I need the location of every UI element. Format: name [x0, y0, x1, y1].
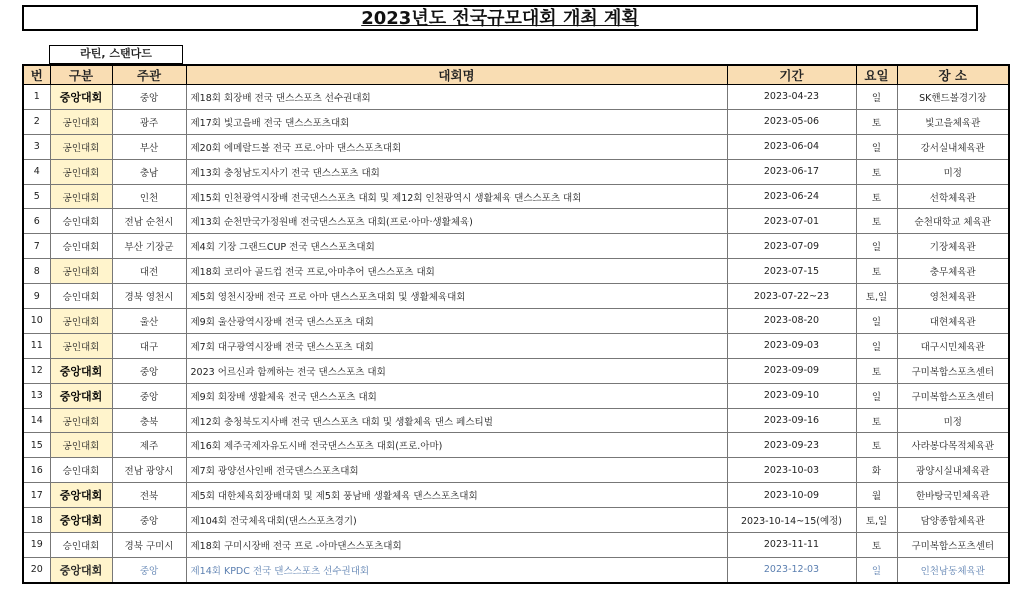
row-period: 2023-11-11 [727, 533, 856, 558]
document-title: 2023년도 전국규모대회 개최 계획 [361, 8, 639, 29]
header-type: 구분 [50, 65, 112, 85]
row-type: 공인대회 [50, 433, 112, 458]
table-header-row [23, 65, 1009, 85]
row-period: 2023-09-03 [727, 333, 856, 358]
row-number: 13 [23, 383, 50, 408]
row-number: 5 [23, 184, 50, 209]
row-host: 부산 [112, 134, 186, 159]
row-period: 2023-10-03 [727, 458, 856, 483]
row-venue: 선학체육관 [897, 184, 1009, 209]
row-event-name: 제16회 제주국제자유도시배 전국댄스스포츠 대회(프로.아마) [186, 433, 727, 458]
row-period: 2023-08-20 [727, 309, 856, 334]
table-row [23, 433, 1009, 458]
row-type: 중앙대회 [50, 508, 112, 533]
row-type: 승인대회 [50, 234, 112, 259]
row-period: 2023-09-23 [727, 433, 856, 458]
row-number: 20 [23, 557, 50, 582]
row-venue: 구미복합스포츠센터 [897, 533, 1009, 558]
row-host: 중앙 [112, 557, 186, 582]
row-host: 전북 [112, 483, 186, 508]
row-period: 2023-07-01 [727, 209, 856, 234]
category-label: 라틴, 스탠다드 [49, 45, 183, 64]
row-weekday: 토 [856, 209, 897, 234]
row-type: 승인대회 [50, 533, 112, 558]
header-event-name: 대회명 [186, 65, 727, 85]
row-venue: 미정 [897, 159, 1009, 184]
row-type: 공인대회 [50, 259, 112, 284]
row-event-name: 제20회 에메랄드볼 전국 프로.아마 댄스스포츠대회 [186, 134, 727, 159]
row-type: 중앙대회 [50, 557, 112, 582]
row-event-name: 제18회 코리아 골드컵 전국 프로,아마추어 댄스스포츠 대회 [186, 259, 727, 284]
row-type: 승인대회 [50, 209, 112, 234]
row-number: 6 [23, 209, 50, 234]
row-number: 11 [23, 333, 50, 358]
row-weekday: 토 [856, 109, 897, 134]
row-venue: 인천남동체육관 [897, 557, 1009, 582]
row-period: 2023-06-17 [727, 159, 856, 184]
row-host: 울산 [112, 309, 186, 334]
row-number: 7 [23, 234, 50, 259]
row-venue: 대현체육관 [897, 309, 1009, 334]
table-row [23, 383, 1009, 408]
row-venue: 한바탕국민체육관 [897, 483, 1009, 508]
row-period: 2023-10-14~15(예정) [727, 508, 856, 533]
row-weekday: 일 [856, 383, 897, 408]
row-number: 12 [23, 358, 50, 383]
row-weekday: 토 [856, 358, 897, 383]
row-venue: 구미복합스포츠센터 [897, 383, 1009, 408]
row-weekday: 토 [856, 159, 897, 184]
table-row [23, 184, 1009, 209]
row-venue: 강서실내체육관 [897, 134, 1009, 159]
row-type: 공인대회 [50, 408, 112, 433]
row-venue: 기장체육관 [897, 234, 1009, 259]
row-venue: 담양종합체육관 [897, 508, 1009, 533]
row-venue: 미정 [897, 408, 1009, 433]
table-row [23, 533, 1009, 558]
row-event-name: 제7회 광양선사인배 전국댄스스포츠대회 [186, 458, 727, 483]
row-number: 19 [23, 533, 50, 558]
row-weekday: 일 [856, 309, 897, 334]
row-period: 2023-09-16 [727, 408, 856, 433]
row-type: 중앙대회 [50, 483, 112, 508]
row-type: 중앙대회 [50, 358, 112, 383]
row-weekday: 일 [856, 557, 897, 582]
row-venue: SK핸드볼경기장 [897, 85, 1009, 110]
row-weekday: 토 [856, 184, 897, 209]
row-weekday: 토 [856, 408, 897, 433]
table-row [23, 85, 1009, 110]
row-period: 2023-07-22~23 [727, 284, 856, 309]
table-row [23, 458, 1009, 483]
row-host: 중앙 [112, 358, 186, 383]
row-number: 17 [23, 483, 50, 508]
table-row [23, 557, 1009, 582]
row-type: 공인대회 [50, 159, 112, 184]
row-type: 승인대회 [50, 458, 112, 483]
row-host: 전남 순천시 [112, 209, 186, 234]
row-host: 경북 구미시 [112, 533, 186, 558]
row-event-name: 제14회 KPDC 전국 댄스스포츠 선수권대회 [186, 557, 727, 582]
row-period: 2023-05-06 [727, 109, 856, 134]
header-host: 주관 [112, 65, 186, 85]
row-number: 9 [23, 284, 50, 309]
row-venue: 영천체육관 [897, 284, 1009, 309]
row-host: 중앙 [112, 383, 186, 408]
row-event-name: 2023 어르신과 함께하는 전국 댄스스포츠 대회 [186, 358, 727, 383]
row-weekday: 토,일 [856, 284, 897, 309]
header-number: 번 [23, 65, 50, 85]
row-host: 전남 광양시 [112, 458, 186, 483]
table-row [23, 284, 1009, 309]
row-number: 4 [23, 159, 50, 184]
row-host: 인천 [112, 184, 186, 209]
table-row [23, 309, 1009, 334]
table-row [23, 234, 1009, 259]
table-row [23, 358, 1009, 383]
row-number: 10 [23, 309, 50, 334]
row-type: 공인대회 [50, 309, 112, 334]
row-type: 중앙대회 [50, 85, 112, 110]
row-host: 경북 영천시 [112, 284, 186, 309]
row-weekday: 화 [856, 458, 897, 483]
row-period: 2023-07-15 [727, 259, 856, 284]
document-title-box [22, 5, 978, 31]
row-venue: 사라봉다목적체육관 [897, 433, 1009, 458]
row-event-name: 제9회 회장배 생활체육 전국 댄스스포츠 대회 [186, 383, 727, 408]
table-row [23, 508, 1009, 533]
row-event-name: 제13회 순천만국가정원배 전국댄스스포츠 대회(프로·아마·생활체육) [186, 209, 727, 234]
row-type: 공인대회 [50, 134, 112, 159]
row-number: 2 [23, 109, 50, 134]
table-row [23, 408, 1009, 433]
events-table [22, 64, 1010, 584]
row-weekday: 일 [856, 85, 897, 110]
row-host: 제주 [112, 433, 186, 458]
row-weekday: 월 [856, 483, 897, 508]
row-type: 공인대회 [50, 184, 112, 209]
row-event-name: 제4회 기장 그랜드CUP 전국 댄스스포츠대회 [186, 234, 727, 259]
row-weekday: 토 [856, 533, 897, 558]
row-type: 공인대회 [50, 109, 112, 134]
row-weekday: 일 [856, 234, 897, 259]
row-weekday: 토,일 [856, 508, 897, 533]
table-row [23, 483, 1009, 508]
row-event-name: 제12회 충청북도지사배 전국 댄스스포츠 대회 및 생활체육 댄스 페스티벌 [186, 408, 727, 433]
row-host: 대전 [112, 259, 186, 284]
row-event-name: 제104회 전국체육대회(댄스스포츠경기) [186, 508, 727, 533]
row-number: 8 [23, 259, 50, 284]
row-venue: 빛고을체육관 [897, 109, 1009, 134]
row-venue: 광양시실내체육관 [897, 458, 1009, 483]
header-venue: 장 소 [897, 65, 1009, 85]
row-venue: 구미복합스포츠센터 [897, 358, 1009, 383]
row-event-name: 제15회 인천광역시장배 전국댄스스포츠 대회 및 제12회 인천광역시 생활체육 댄스스포츠 대회 [186, 184, 727, 209]
row-host: 대구 [112, 333, 186, 358]
header-weekday: 요일 [856, 65, 897, 85]
row-event-name: 제9회 울산광역시장배 전국 댄스스포츠 대회 [186, 309, 727, 334]
row-period: 2023-10-09 [727, 483, 856, 508]
row-period: 2023-06-24 [727, 184, 856, 209]
row-number: 3 [23, 134, 50, 159]
table-row [23, 333, 1009, 358]
row-period: 2023-12-03 [727, 557, 856, 582]
row-weekday: 일 [856, 333, 897, 358]
row-venue: 순천대학교 체육관 [897, 209, 1009, 234]
row-event-name: 제5회 대한체육회장배대회 및 제5회 풍남배 생활체육 댄스스포츠대회 [186, 483, 727, 508]
row-number: 15 [23, 433, 50, 458]
row-event-name: 제17회 빛고을배 전국 댄스스포츠대회 [186, 109, 727, 134]
row-host: 광주 [112, 109, 186, 134]
row-period: 2023-09-10 [727, 383, 856, 408]
row-weekday: 토 [856, 259, 897, 284]
row-host: 충북 [112, 408, 186, 433]
row-event-name: 제5회 영천시장배 전국 프로 아마 댄스스포츠대회 및 생활체육대회 [186, 284, 727, 309]
row-venue: 충무체육관 [897, 259, 1009, 284]
row-number: 16 [23, 458, 50, 483]
row-type: 승인대회 [50, 284, 112, 309]
row-number: 14 [23, 408, 50, 433]
row-host: 충남 [112, 159, 186, 184]
row-type: 중앙대회 [50, 383, 112, 408]
row-period: 2023-07-09 [727, 234, 856, 259]
row-weekday: 토 [856, 433, 897, 458]
row-period: 2023-06-04 [727, 134, 856, 159]
table-row [23, 259, 1009, 284]
row-number: 18 [23, 508, 50, 533]
row-number: 1 [23, 85, 50, 110]
row-event-name: 제13회 충청남도지사기 전국 댄스스포츠 대회 [186, 159, 727, 184]
row-host: 중앙 [112, 85, 186, 110]
row-weekday: 일 [856, 134, 897, 159]
table-row [23, 134, 1009, 159]
table-row [23, 209, 1009, 234]
row-host: 부산 기장군 [112, 234, 186, 259]
row-event-name: 제18회 구미시장배 전국 프로 -아마댄스스포츠대회 [186, 533, 727, 558]
row-type: 공인대회 [50, 333, 112, 358]
table-row [23, 109, 1009, 134]
row-period: 2023-04-23 [727, 85, 856, 110]
row-period: 2023-09-09 [727, 358, 856, 383]
header-period: 기간 [727, 65, 856, 85]
table-row [23, 159, 1009, 184]
row-event-name: 제7회 대구광역시장배 전국 댄스스포츠 대회 [186, 333, 727, 358]
row-event-name: 제18회 회장배 전국 댄스스포츠 선수권대회 [186, 85, 727, 110]
row-venue: 대구시민체육관 [897, 333, 1009, 358]
row-host: 중앙 [112, 508, 186, 533]
